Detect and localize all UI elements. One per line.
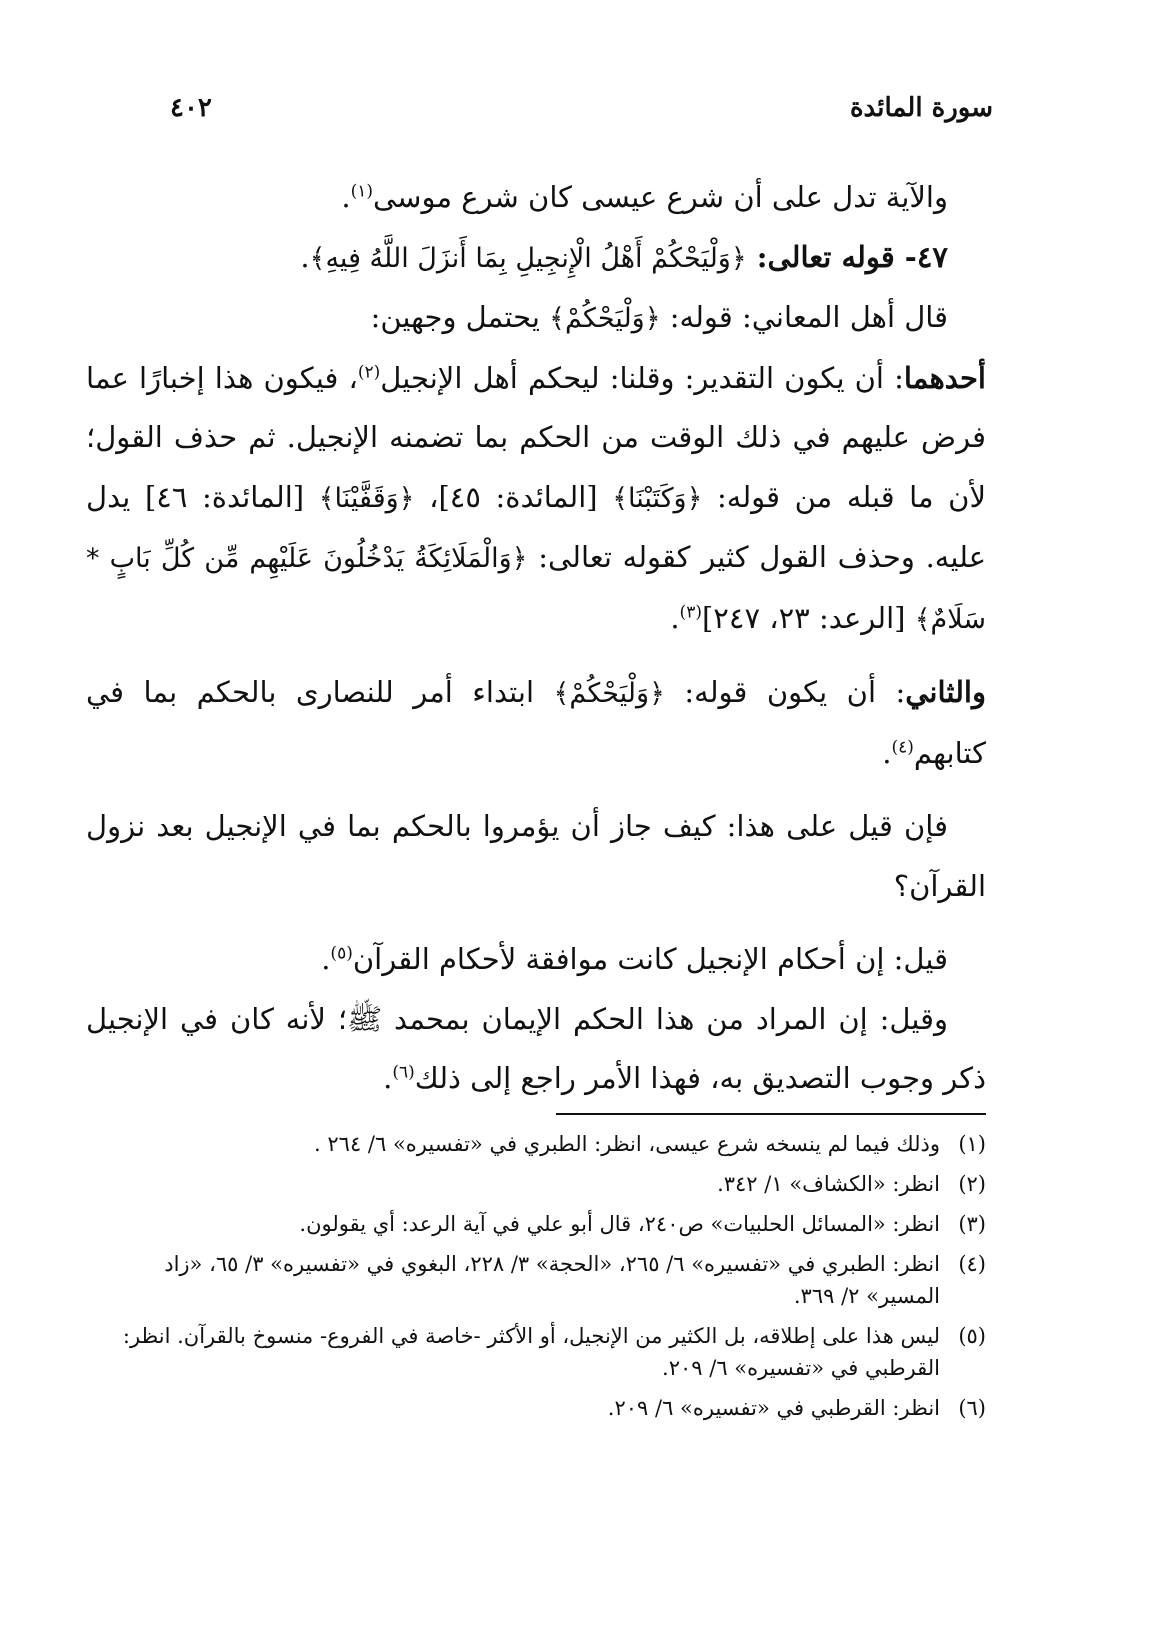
quran-quote: ﴿وَلْيَحْكُمْ﴾ <box>553 678 665 709</box>
sentence-end: . <box>882 735 892 770</box>
sentence-end: . <box>300 239 310 274</box>
verse-number-label: ٤٧- قوله تعالى: <box>746 239 948 274</box>
footnote-separator <box>556 1113 986 1115</box>
paragraph-4 <box>86 349 986 650</box>
footnote-ref: (١) <box>350 181 373 202</box>
footnote-text: ليس هذا على إطلاقه، بل الكثير من الإنجيل، أو الأكثر -خاصة في الفروع- منسوخ بالقرآن. انظر: القرطبي في «تفسيره» ٦/ ٢٠٩. <box>122 1324 940 1380</box>
paragraph-text: [المائدة: ٤٦] يدل عليه. وحذف القول كثير كقوله تعالى: <box>86 479 986 574</box>
footnote-item <box>86 1168 986 1200</box>
page-number: ٤٠٢ <box>170 93 212 123</box>
footnote-ref: (٢) <box>357 361 381 382</box>
footnote-ref: (٦) <box>392 1062 415 1083</box>
footnote-item <box>86 1128 986 1160</box>
footnote-number: (٤) <box>958 1252 986 1276</box>
page-header <box>170 78 993 138</box>
surah-title: سورة المائدة <box>849 93 993 123</box>
paragraph-text: ، فيكون هذا إخبارًا عما فرض عليهم في ذلك الوقت من الحكم بما تضمنه الإنجيل. ثم حذف القول؛ لأن ما قبله من قوله: <box>86 360 986 514</box>
footnote-ref: (٣) <box>679 601 702 622</box>
footnote-item <box>86 1320 986 1384</box>
sentence-end: . <box>341 180 351 214</box>
footnote-number: (٦) <box>958 1396 986 1420</box>
footnote-text: وذلك فيما لم ينسخه شرع عيسى، انظر: الطبري في «تفسيره» ٦/ ٢٦٤ . <box>314 1132 940 1156</box>
paragraph-3 <box>86 288 986 349</box>
paragraph-text: والآية تدل على أن شرع عيسى كان شرع موسى <box>373 180 948 214</box>
footnote-text: انظر: القرطبي في «تفسيره» ٦/ ٢٠٩. <box>607 1396 940 1420</box>
paragraph-text: : أن يكون قوله: <box>664 675 906 709</box>
sentence-end: . <box>670 600 680 635</box>
quran-quote: ﴿وَلْيَحْكُمْ أَهْلُ الْإِنجِيلِ بِمَا أَنزَلَ اللَّهُ فِيهِ﴾ <box>309 242 747 274</box>
footnote-number: (٣) <box>958 1212 986 1236</box>
quran-quote: ﴿وَالْمَلَائِكَةُ يَدْخُلُونَ عَلَيْهِم مِّن كُلِّ بَابٍ * سَلَامٌ﴾ <box>86 543 986 635</box>
quran-quote: ﴿وَكَتَبْنَا﴾ <box>612 482 703 514</box>
footnote-number: (٢) <box>958 1172 986 1196</box>
footnote-item <box>86 1392 986 1424</box>
paragraph-8 <box>86 990 986 1109</box>
footnote-item <box>86 1208 986 1240</box>
main-text <box>86 168 986 1109</box>
lead-word: والثاني <box>905 675 986 709</box>
footnotes <box>86 1128 986 1432</box>
paragraph-6 <box>86 797 986 916</box>
footnote-text: انظر: «الكشاف» ١/ ٣٤٢. <box>717 1172 940 1196</box>
paragraph-text: قال أهل المعاني: قوله: <box>660 300 948 334</box>
quran-quote: ﴿وَلْيَحْكُمْ﴾ <box>549 303 661 334</box>
paragraph-text: يحتمل وجهين: <box>370 300 550 334</box>
quran-quote: ﴿وَقَفَّيْنَا﴾ <box>318 482 415 514</box>
footnote-number: (١) <box>958 1132 986 1156</box>
sentence-end: . <box>321 942 331 976</box>
paragraph-2 <box>86 228 986 289</box>
paragraph-text: ابتداء أمر للنصارى بالحكم بما في كتابهم <box>86 675 986 770</box>
citation: [المائدة: ٤٥]، <box>414 479 613 514</box>
footnote-number: (٥) <box>958 1324 986 1348</box>
footnote-ref: (٤) <box>891 736 914 757</box>
citation: [الرعد: ٢٣، ٢٤٧] <box>701 600 915 635</box>
paragraph-5 <box>86 663 986 783</box>
paragraph-1 <box>86 168 986 228</box>
footnote-text: انظر: «المسائل الحلبيات» ص٢٤٠، قال أبو علي في آية الرعد: أي يقولون. <box>299 1212 940 1236</box>
paragraph-text: : أن يكون التقدير: وقلنا: ليحكم أهل الإنجيل <box>380 360 904 395</box>
paragraph-text: قيل: إن أحكام الإنجيل كانت موافقة لأحكام القرآن <box>352 942 948 976</box>
footnote-item <box>86 1248 986 1312</box>
paragraph-text: وقيل: إن المراد من هذا الحكم الإيمان بمحمد ﷺ؛ لأنه كان في الإنجيل ذكر وجوب التصديق به، فهذا الأمر راجع إلى ذلك <box>86 1001 986 1095</box>
lead-word: أحدهما <box>903 360 986 395</box>
sentence-end: . <box>383 1061 393 1095</box>
paragraph-text: فإن قيل على هذا: كيف جاز أن يؤمروا بالحكم بما في الإنجيل بعد نزول القرآن؟ <box>86 809 986 903</box>
paragraph-7 <box>86 930 986 990</box>
footnote-text: انظر: الطبري في «تفسيره» ٦/ ٢٦٥، «الحجة» ٣/ ٢٢٨، البغوي في «تفسيره» ٣/ ٦٥، «زاد المسير» ٢/ ٣٦٩. <box>164 1252 940 1308</box>
footnote-ref: (٥) <box>330 943 353 964</box>
